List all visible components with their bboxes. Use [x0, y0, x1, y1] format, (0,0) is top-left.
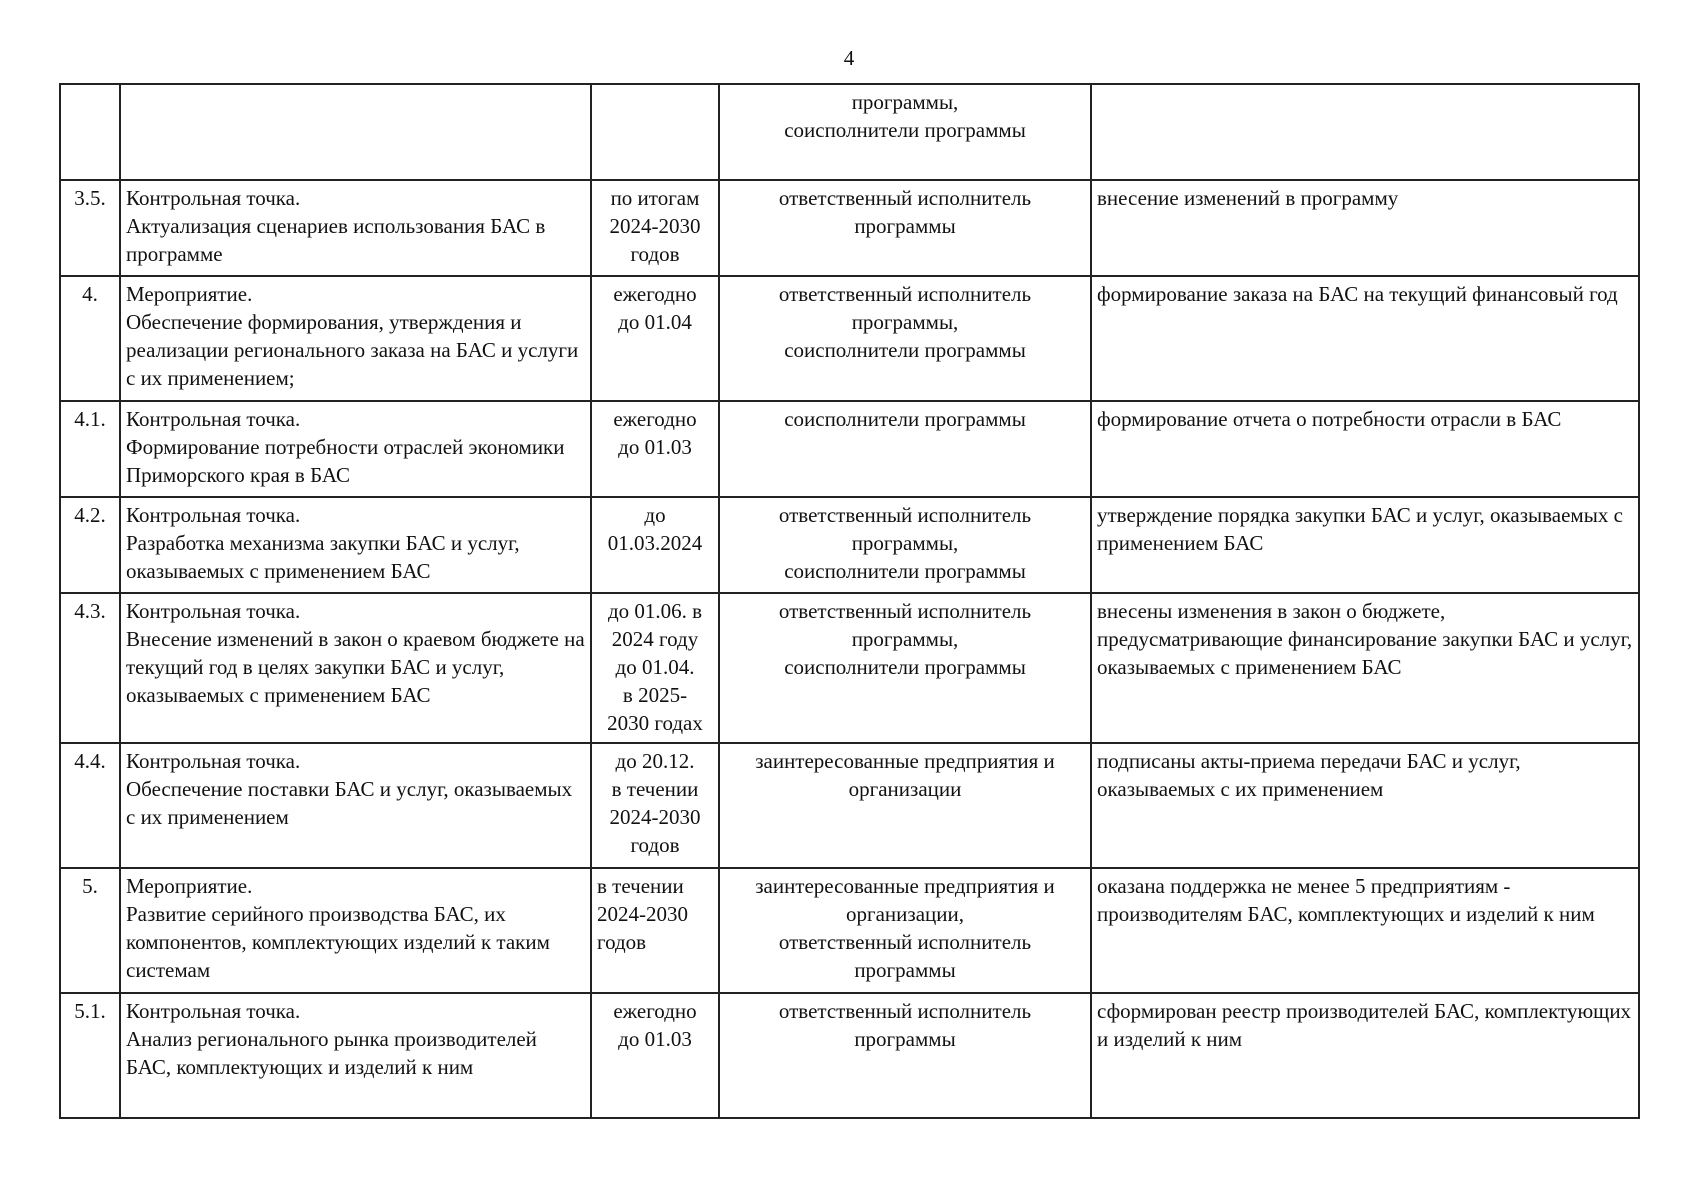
activity-title: Мероприятие. — [126, 874, 253, 898]
activity-title: Контрольная точка. — [126, 186, 301, 210]
executor-line: соисполнители программы — [784, 559, 1026, 583]
term-cell — [591, 743, 719, 868]
activity-description: Развитие серийного производства БАС, их компонентов, комплектующих изделий к таким системам — [126, 902, 550, 982]
term-line: 2024-2030 — [597, 902, 688, 926]
row-number: 3.5. — [60, 180, 120, 276]
result-cell: оказана поддержка не менее 5 предприятиям - производителям БАС, комплектующих и изделий к ним — [1091, 868, 1639, 993]
activity-title: Контрольная точка. — [126, 999, 301, 1023]
executor-cell — [719, 743, 1091, 868]
table-row — [60, 993, 1639, 1118]
row-number: 4.2. — [60, 497, 120, 593]
row-number: 4.4. — [60, 743, 120, 868]
term-line: 2024-2030 — [609, 214, 701, 238]
term-line: в течении — [611, 777, 699, 801]
activity-description: Анализ регионального рынка производителей БАС, комплектующих и изделий к ним — [126, 1027, 537, 1079]
activity-title: Контрольная точка. — [126, 407, 301, 431]
executor-line: заинтересованные предприятия и — [755, 874, 1055, 898]
term-line: до 01.04. — [615, 655, 695, 679]
term-line: в течении — [597, 874, 684, 898]
row-number: 4.3. — [60, 593, 120, 743]
executor-cell — [719, 401, 1091, 497]
plan-table — [59, 83, 1640, 1119]
term-line: по итогам — [610, 186, 700, 210]
term-line: ежегодно — [613, 282, 697, 306]
term-cell — [591, 84, 719, 180]
result-cell: формирование заказа на БАС на текущий финансовый год — [1091, 276, 1639, 401]
executor-line: программы, — [851, 310, 959, 334]
result-cell: внесение изменений в программу — [1091, 180, 1639, 276]
term-cell — [591, 593, 719, 743]
table-row — [60, 593, 1639, 743]
executor-line: программы, — [851, 627, 959, 651]
term-line: ежегодно — [613, 999, 697, 1023]
term-line: до 01.04 — [618, 310, 692, 334]
term-line: до 01.06. в — [607, 599, 703, 623]
executor-line: ответственный исполнитель — [778, 999, 1032, 1023]
activity-description: Внесение изменений в закон о краевом бюджете на текущий год в целях закупки БАС и услуг, оказываемых с применением БАС — [126, 627, 585, 707]
term-line: до 01.03 — [618, 1027, 692, 1051]
table-row — [60, 497, 1639, 593]
term-line: ежегодно — [613, 407, 697, 431]
activity-cell — [120, 276, 591, 401]
term-cell — [591, 993, 719, 1118]
activity-cell — [120, 84, 591, 180]
executor-line: ответственный исполнитель — [778, 930, 1032, 954]
term-line: в 2025- — [622, 683, 688, 707]
term-line: до 01.03 — [618, 435, 692, 459]
row-number — [60, 84, 120, 180]
executor-line: программы — [854, 958, 956, 982]
activity-description: Разработка механизма закупки БАС и услуг, оказываемых с применением БАС — [126, 531, 520, 583]
activity-cell — [120, 497, 591, 593]
term-line: 01.03.2024 — [607, 531, 703, 555]
activity-description: Обеспечение формирования, утверждения и реализации регионального заказа на БАС и услуги с их применением; — [126, 310, 579, 390]
executor-line: ответственный исполнитель — [778, 503, 1032, 527]
result-cell: подписаны акты-приема передачи БАС и услуг, оказываемых с их применением — [1091, 743, 1639, 868]
table-row — [60, 743, 1639, 868]
term-line: до 20.12. — [615, 749, 695, 773]
table-row — [60, 180, 1639, 276]
executor-cell — [719, 497, 1091, 593]
term-line: годов — [630, 833, 680, 857]
activity-description: Актуализация сценариев использования БАС в программе — [126, 214, 546, 266]
table-row — [60, 84, 1639, 180]
executor-cell — [719, 180, 1091, 276]
result-cell: утверждение порядка закупки БАС и услуг, оказываемых с применением БАС — [1091, 497, 1639, 593]
result-cell — [1091, 84, 1639, 180]
executor-cell — [719, 593, 1091, 743]
activity-title: Мероприятие. — [126, 282, 253, 306]
term-cell — [591, 276, 719, 401]
activity-cell — [120, 401, 591, 497]
executor-line: программы — [854, 1027, 956, 1051]
executor-line: соисполнители программы — [784, 407, 1026, 431]
executor-cell — [719, 84, 1091, 180]
activity-cell — [120, 180, 591, 276]
term-cell — [591, 497, 719, 593]
term-line: годов — [630, 242, 680, 266]
activity-cell — [120, 743, 591, 868]
activity-title: Контрольная точка. — [126, 599, 301, 623]
page-number: 4 — [843, 46, 855, 70]
result-cell: внесены изменения в закон о бюджете, предусматривающие финансирование закупки БАС и услуг, оказываемых с применением БАС — [1091, 593, 1639, 743]
executor-line: организации, — [846, 902, 964, 926]
executor-line: ответственный исполнитель — [778, 186, 1032, 210]
result-cell: сформирован реестр производителей БАС, комплектующих и изделий к ним — [1091, 993, 1639, 1118]
term-line: 2024 году — [611, 627, 699, 651]
row-number: 5.1. — [60, 993, 120, 1118]
executor-cell — [719, 993, 1091, 1118]
table-row — [60, 868, 1639, 993]
term-line: годов — [597, 930, 647, 954]
term-line: до — [644, 503, 666, 527]
executor-line: заинтересованные предприятия и — [755, 749, 1055, 773]
activity-title: Контрольная точка. — [126, 503, 301, 527]
term-cell — [591, 401, 719, 497]
activity-cell — [120, 593, 591, 743]
executor-cell — [719, 276, 1091, 401]
activity-description: Обеспечение поставки БАС и услуг, оказываемых с их применением — [126, 777, 573, 829]
row-number: 4.1. — [60, 401, 120, 497]
term-line: 2024-2030 — [609, 805, 701, 829]
activity-description: Формирование потребности отраслей экономики Приморского края в БАС — [126, 435, 565, 487]
result-cell: формирование отчета о потребности отрасли в БАС — [1091, 401, 1639, 497]
executor-line: соисполнители программы — [784, 338, 1026, 362]
executor-line: программы, — [851, 531, 959, 555]
table-row — [60, 276, 1639, 401]
term-cell — [591, 180, 719, 276]
executor-line: ответственный исполнитель — [778, 282, 1032, 306]
executor-line: соисполнители программы — [784, 655, 1026, 679]
term-line: 2030 годах — [607, 711, 703, 735]
term-cell — [591, 868, 719, 993]
row-number: 4. — [60, 276, 120, 401]
executor-line: ответственный исполнитель — [778, 599, 1032, 623]
activity-title: Контрольная точка. — [126, 749, 301, 773]
executor-line: программы — [854, 214, 956, 238]
plan-table-body — [60, 84, 1639, 1118]
table-row — [60, 401, 1639, 497]
row-number: 5. — [60, 868, 120, 993]
activity-cell — [120, 993, 591, 1118]
executor-line: программы, — [851, 90, 959, 114]
executor-line: организации — [848, 777, 962, 801]
activity-cell — [120, 868, 591, 993]
executor-line: соисполнители программы — [784, 118, 1026, 142]
executor-cell — [719, 868, 1091, 993]
